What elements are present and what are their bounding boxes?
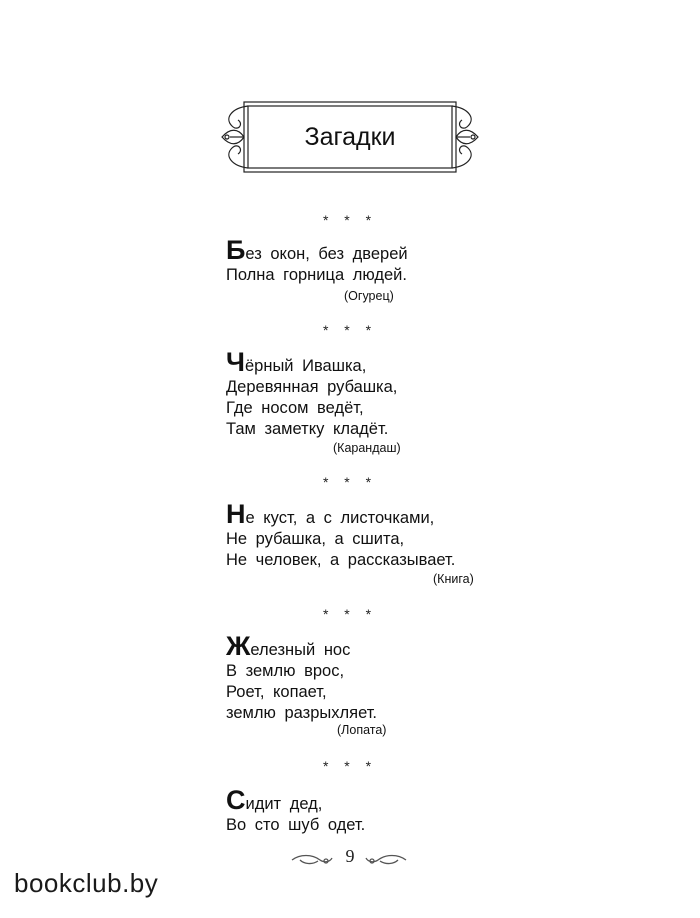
riddle-3	[226, 499, 526, 571]
riddle-line: идит дед,	[245, 795, 323, 813]
riddle-answer: (Книга)	[433, 572, 474, 586]
separator-stars: * * *	[322, 474, 378, 490]
riddle-answer: (Огурец)	[344, 289, 394, 303]
separator-stars: * * *	[322, 212, 378, 228]
page-title: Загадки	[304, 123, 396, 151]
riddle-line: землю разрыхляет.	[226, 704, 378, 722]
riddle-1	[226, 235, 526, 286]
riddle-line: ёрный Ивашка,	[244, 357, 367, 375]
riddle-line: Не рубашка, а сшита,	[226, 530, 405, 548]
footer-ornament-right-icon	[364, 852, 408, 868]
riddle-line: Деревянная рубашка,	[226, 378, 398, 396]
drop-cap: Б	[226, 235, 246, 265]
page-number: 9	[345, 846, 355, 866]
riddle-line: Там заметку кладёт.	[226, 420, 389, 438]
riddle-line: В землю врос,	[226, 662, 345, 680]
riddle-line: Не человек, а рассказывает.	[226, 551, 456, 569]
riddle-line: е куст, а с листочками,	[245, 509, 435, 527]
drop-cap: Ж	[226, 631, 251, 661]
riddle-5	[226, 785, 526, 836]
riddle-answer: (Карандаш)	[333, 441, 401, 455]
drop-cap: Ч	[226, 347, 245, 377]
riddle-line: елезный нос	[250, 641, 351, 659]
drop-cap: Н	[226, 499, 246, 529]
watermark: bookclub.by	[14, 868, 159, 898]
separator-stars: * * *	[322, 322, 378, 338]
riddle-4	[226, 631, 526, 724]
riddle-answer: (Лопата)	[337, 723, 387, 737]
separator-stars: * * *	[322, 758, 378, 774]
riddle-2	[226, 347, 526, 440]
riddle-line: Где носом ведёт,	[226, 399, 364, 417]
riddle-line: Полна горница людей.	[226, 266, 407, 284]
riddle-line: ез окон, без дверей	[245, 245, 408, 263]
title-frame	[218, 98, 482, 176]
riddle-line: Роет, копает,	[226, 683, 327, 701]
separator-stars: * * *	[322, 606, 378, 622]
riddle-line: Во сто шуб одет.	[226, 816, 366, 834]
drop-cap: С	[226, 785, 246, 815]
